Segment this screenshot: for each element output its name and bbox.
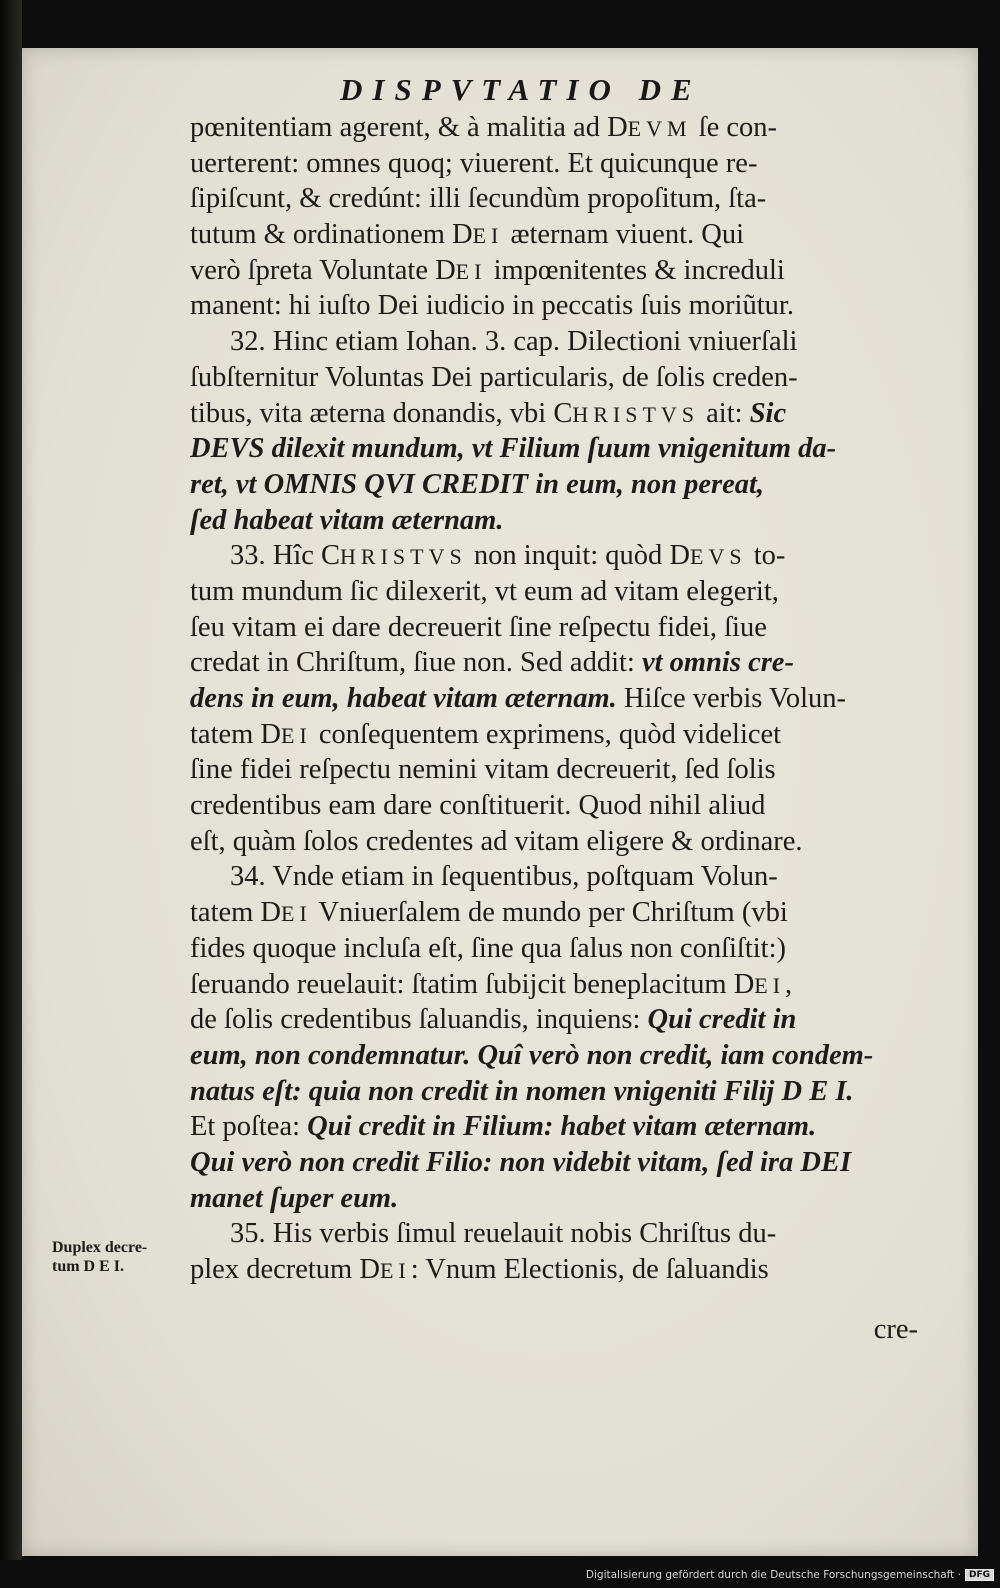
text-run: , — [785, 968, 793, 1000]
text-line — [190, 824, 918, 860]
italic-text: natus eſt: quia non credit in nomen vnigeniti Filij — [190, 1075, 782, 1107]
text-run: ait: — [699, 397, 750, 429]
text-line — [190, 645, 918, 681]
text-run: EI — [472, 223, 504, 249]
text-line — [190, 1074, 918, 1110]
text-run: ſeruando reuelauit: ſtatim ſubijcit beneplacitum D — [190, 968, 755, 1000]
text-run: HRISTVS — [572, 401, 700, 427]
text-line — [190, 681, 918, 717]
text-line — [190, 146, 918, 182]
text-run: 32. Hinc etiam Iohan. 3. cap. Dilectioni vniuerſali — [230, 326, 798, 358]
credit-text: Digitalisierung gefördert durch die Deutsche Forschungsgemeinschaft · — [585, 1569, 961, 1581]
text-run: plex decretum D — [190, 1254, 380, 1285]
text-line — [190, 752, 918, 788]
italic-text: Qui verò non credit Filio: non videbit vitam, ſed ira DEI — [190, 1146, 852, 1178]
text-line — [190, 324, 918, 360]
text-run: uerterent: omnes quoq; viuerent. Et quicunque re- — [190, 147, 758, 179]
text-run: ſeu vitam ei dare decreuerit ſine reſpectu fidei, ſiue — [190, 611, 767, 643]
text-line — [190, 538, 918, 574]
italic-text: ſed habeat vitam æternam. — [190, 504, 504, 536]
text-line — [190, 396, 918, 432]
text-line — [190, 859, 918, 895]
text-line — [190, 1145, 918, 1181]
text-run: Et poſtea: — [190, 1111, 308, 1143]
text-line — [190, 503, 918, 539]
text-run: credat in Chriſtum, ſiue non. Sed addit: — [190, 647, 642, 679]
text-line — [190, 574, 918, 610]
italic-text: ret, vt OMNIS QVI CREDIT in eum, non pereat, — [190, 468, 765, 500]
text-run: EI — [281, 722, 312, 748]
text-run: HRISTVS — [340, 544, 467, 570]
text-run: ſe con- — [691, 112, 778, 143]
text-run: de ſolis credentibus ſaluandis, inquiens: — [190, 1004, 648, 1036]
text-run: ſubſternitur Voluntas Dei particularis, de ſolis creden- — [190, 361, 798, 393]
text-line — [190, 967, 918, 1003]
italic-text: Qui credit in — [647, 1004, 797, 1036]
text-run: tatem D — [190, 718, 282, 750]
text-run: EI — [455, 258, 487, 284]
text-line — [190, 788, 918, 824]
italic-text: manet ſuper eum. — [190, 1182, 399, 1214]
text-run: 33. Hîc C — [230, 540, 341, 572]
text-line — [190, 895, 918, 931]
running-title: DISPVTATIO DE — [340, 72, 702, 107]
marginal-note-line: Duplex decre- — [52, 1239, 148, 1256]
text-run: tum mundum ſic dilexerit, vt eum ad vitam elegerit, — [190, 575, 779, 607]
text-run: non inquit: quòd D — [466, 540, 690, 572]
text-run: tibus, vita æterna donandis, vbi C — [190, 397, 573, 429]
text-line — [190, 288, 918, 324]
text-run: EVM — [627, 116, 692, 141]
marginal-note — [52, 1238, 182, 1276]
dfg-logo: DFG — [965, 1569, 994, 1581]
text-line — [190, 1002, 918, 1038]
italic-text: eum, non condemnatur. Quî verò non credit, iam condem- — [190, 1039, 874, 1071]
text-line — [190, 931, 918, 967]
text-line — [190, 360, 918, 396]
text-run: ſine fidei reſpectu nemini vitam decreuerit, ſed ſolis — [190, 754, 776, 786]
text-run: fides quoque incluſa eſt, ſine qua ſalus non conſiſtit:) — [190, 932, 786, 964]
italic-text: dens in eum, habeat vitam æternam. — [190, 683, 617, 714]
text-run: æternam viuent. Qui — [503, 219, 744, 251]
text-run: to- — [746, 540, 786, 572]
marginal-note-line: tum D E I. — [52, 1258, 125, 1275]
text-line — [190, 610, 918, 646]
text-run: verò ſpreta Voluntate D — [190, 254, 456, 286]
italic-text: Sic — [749, 397, 787, 429]
text-run: EVS — [690, 544, 747, 570]
text-run: Hiſce verbis Volun- — [616, 683, 847, 714]
text-run: ſipiſcunt, & credúnt: illi ſecundùm propoſitum, ſta- — [190, 183, 767, 215]
italic-text: vt omnis cre- — [641, 647, 794, 679]
text-run: impœnitentes & increduli — [486, 254, 785, 286]
text-run: tatem D — [190, 897, 282, 929]
italic-text: D E I. — [781, 1075, 854, 1107]
text-line — [190, 217, 918, 253]
text-run: EI — [281, 901, 312, 927]
text-run: 34. Vnde etiam in ſequentibus, poſtquam Volun- — [230, 861, 778, 893]
text-run: : Vnum Electionis, de ſaluandis — [410, 1254, 769, 1285]
text-line — [190, 1252, 918, 1288]
catchword: cre- — [873, 1314, 918, 1345]
text-line — [190, 253, 918, 289]
text-run: EI — [379, 1258, 411, 1283]
text-line — [190, 181, 918, 217]
text-line — [190, 1038, 918, 1074]
body-text — [190, 110, 918, 1288]
text-run: manent: hi iuſto Dei iudicio in peccatis ſuis moriũtur. — [190, 290, 794, 322]
text-run: conſequentem exprimens, quòd videlicet — [311, 718, 782, 750]
text-line — [190, 431, 918, 467]
text-run: pœnitentiam agerent, & à malitia ad D — [190, 112, 628, 143]
text-run: 35. His verbis ſimul reuelauit nobis Chriſtus du- — [230, 1218, 777, 1250]
text-line — [190, 1181, 918, 1217]
text-line — [190, 467, 918, 503]
text-line — [190, 1109, 918, 1145]
book-left-edge — [0, 0, 22, 1560]
text-run: tutum & ordinationem D — [190, 219, 473, 251]
text-line — [190, 110, 918, 146]
text-line — [190, 717, 918, 753]
italic-text: DEVS dilexit mundum, vt Filium ſuum vnigenitum da- — [190, 433, 837, 465]
text-run: EI — [754, 972, 786, 998]
text-run: Vniuerſalem de mundo per Chriſtum (vbi — [311, 897, 788, 929]
text-run: eſt, quàm ſolos credentes ad vitam eligere & ordinare. — [190, 825, 803, 857]
text-line — [190, 1216, 918, 1252]
digitization-credit — [586, 1569, 994, 1581]
text-run: credentibus eam dare conſtituerit. Quod nihil aliud — [190, 790, 766, 822]
italic-text: Qui credit in Filium: habet vitam æternam. — [307, 1111, 817, 1143]
